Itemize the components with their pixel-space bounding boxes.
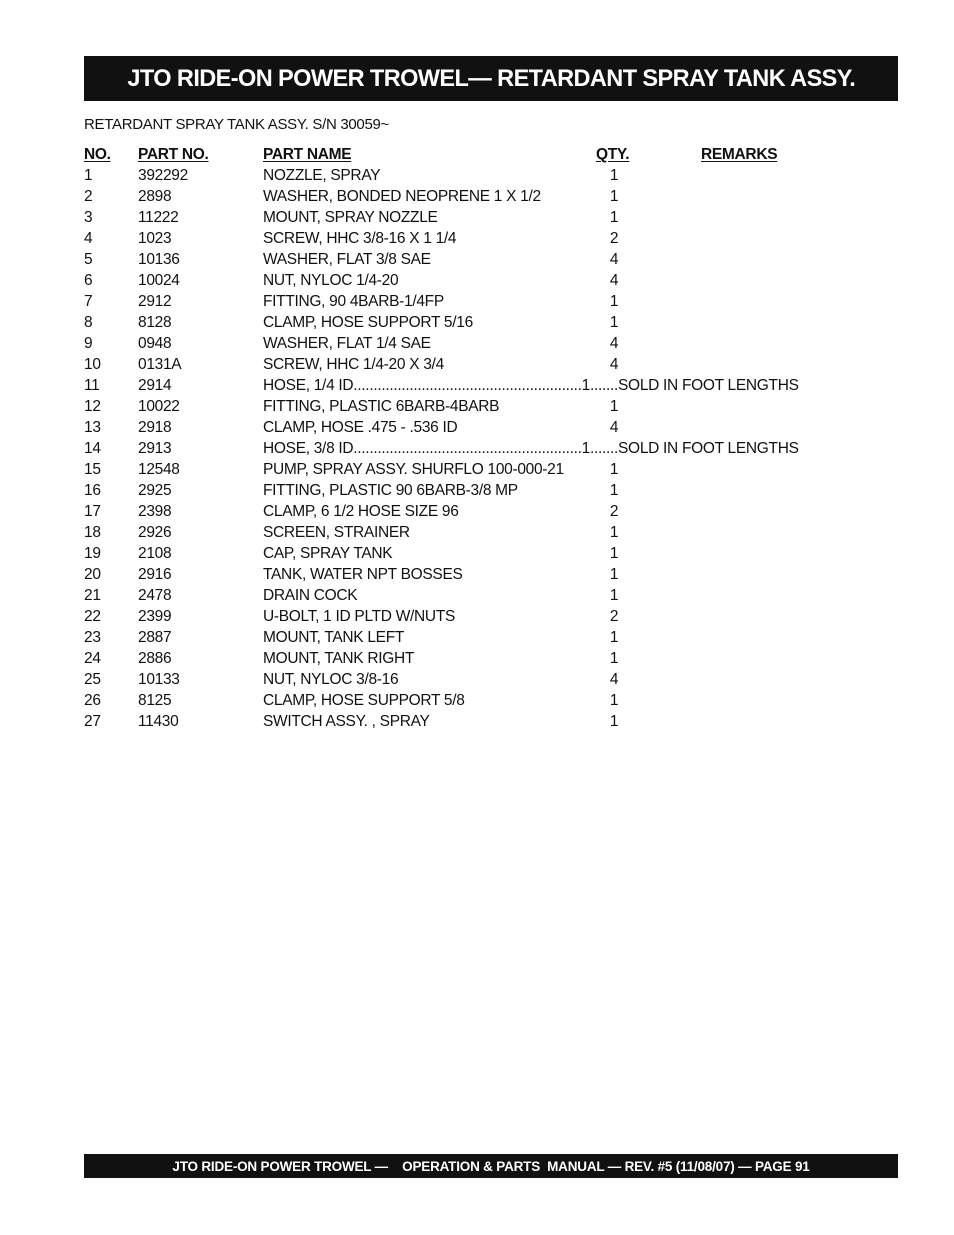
- table-row: [84, 228, 864, 249]
- row-no: 12: [84, 398, 101, 415]
- row-qty: 1: [609, 188, 619, 205]
- row-part-name: U-BOLT, 1 ID PLTD W/NUTS: [263, 608, 456, 625]
- column-header-part-no: PART NO.: [138, 146, 209, 163]
- row-part-name: WASHER, FLAT 1/4 SAE: [263, 335, 431, 352]
- row-qty: 4: [609, 335, 619, 352]
- table-row: [84, 501, 864, 522]
- row-part-name: NUT, NYLOC 3/8-16: [263, 671, 399, 688]
- row-part-name: WASHER, FLAT 3/8 SAE: [263, 251, 431, 268]
- table-row: [84, 354, 864, 375]
- row-no: 13: [84, 419, 101, 436]
- table-row: [84, 669, 864, 690]
- row-qty: 2: [609, 608, 619, 625]
- table-row: [84, 522, 864, 543]
- row-qty: 1: [609, 629, 619, 646]
- row-part-name: SWITCH ASSY. , SPRAY: [263, 713, 430, 730]
- row-no: 9: [84, 335, 93, 352]
- row-no: 24: [84, 650, 101, 667]
- row-part-no: 11430: [138, 713, 179, 730]
- row-part-no: 2926: [138, 524, 172, 541]
- row-part-no: 2898: [138, 188, 172, 205]
- row-part-name: CAP, SPRAY TANK: [263, 545, 393, 562]
- table-row: [84, 711, 864, 732]
- row-part-name-with-remarks: HOSE, 3/8 ID.........................................................1.......SOLD IN FOOT LENGTHS: [263, 440, 799, 457]
- row-part-no: 2914: [138, 377, 172, 394]
- row-part-name: SCREW, HHC 3/8-16 X 1 1/4: [263, 230, 457, 247]
- row-qty: 1: [609, 524, 619, 541]
- row-no: 16: [84, 482, 101, 499]
- row-no: 1: [84, 167, 93, 184]
- row-no: 21: [84, 587, 101, 604]
- row-part-name: SCREEN, STRAINER: [263, 524, 410, 541]
- row-part-no: 11222: [138, 209, 179, 226]
- row-qty: 1: [609, 167, 619, 184]
- table-row: [84, 207, 864, 228]
- row-part-name: SCREW, HHC 1/4-20 X 3/4: [263, 356, 444, 373]
- table-row: [84, 165, 864, 186]
- row-qty: 1: [609, 293, 619, 310]
- row-part-no: 2886: [138, 650, 172, 667]
- row-qty: 1: [609, 692, 619, 709]
- row-no: 22: [84, 608, 101, 625]
- row-no: 14: [84, 440, 101, 457]
- row-no: 10: [84, 356, 101, 373]
- row-part-name: CLAMP, HOSE SUPPORT 5/16: [263, 314, 473, 331]
- row-qty: 1: [609, 314, 619, 331]
- table-row: [84, 690, 864, 711]
- row-part-name: CLAMP, HOSE .475 - .536 ID: [263, 419, 458, 436]
- table-row: [84, 564, 864, 585]
- table-row: [84, 627, 864, 648]
- table-row: [84, 270, 864, 291]
- row-part-name: WASHER, BONDED NEOPRENE 1 X 1/2: [263, 188, 541, 205]
- row-part-no: 2108: [138, 545, 172, 562]
- row-part-name: FITTING, 90 4BARB-1/4FP: [263, 293, 444, 310]
- row-part-name: TANK, WATER NPT BOSSES: [263, 566, 463, 583]
- row-part-no: 2912: [138, 293, 172, 310]
- row-part-no: 10022: [138, 398, 180, 415]
- row-part-name: FITTING, PLASTIC 6BARB-4BARB: [263, 398, 500, 415]
- row-no: 20: [84, 566, 101, 583]
- row-qty: 2: [609, 230, 619, 247]
- row-no: 6: [84, 272, 93, 289]
- row-part-name: MOUNT, TANK RIGHT: [263, 650, 415, 667]
- row-part-no: 1023: [138, 230, 172, 247]
- assembly-subtitle: RETARDANT SPRAY TANK ASSY. S/N 30059~: [84, 116, 390, 133]
- column-header-qty: QTY.: [596, 146, 630, 163]
- table-row: [84, 480, 864, 501]
- row-part-no: 0948: [138, 335, 172, 352]
- row-qty: 4: [609, 272, 619, 289]
- row-qty: 1: [609, 398, 619, 415]
- row-no: 27: [84, 713, 101, 730]
- row-part-no: 8128: [138, 314, 172, 331]
- row-qty: 1: [609, 545, 619, 562]
- row-part-name: MOUNT, TANK LEFT: [263, 629, 405, 646]
- row-part-no: 0131A: [138, 356, 182, 373]
- table-row: [84, 375, 864, 396]
- row-qty: 4: [609, 251, 619, 268]
- table-header: [84, 144, 864, 165]
- table-row: [84, 585, 864, 606]
- table-row: [84, 249, 864, 270]
- row-no: 8: [84, 314, 93, 331]
- row-qty: 4: [609, 419, 619, 436]
- table-row: [84, 459, 864, 480]
- row-qty: 1: [609, 209, 619, 226]
- row-part-name: CLAMP, 6 1/2 HOSE SIZE 96: [263, 503, 459, 520]
- row-part-no: 2399: [138, 608, 172, 625]
- table-row: [84, 396, 864, 417]
- row-qty: 1: [609, 566, 619, 583]
- table-row: [84, 543, 864, 564]
- row-part-no: 2925: [138, 482, 172, 499]
- parts-table: [84, 144, 864, 732]
- row-part-no: 2887: [138, 629, 172, 646]
- table-row: [84, 417, 864, 438]
- row-part-no: 2916: [138, 566, 172, 583]
- row-part-no: 10024: [138, 272, 180, 289]
- row-part-no: 12548: [138, 461, 180, 478]
- row-no: 25: [84, 671, 101, 688]
- table-row: [84, 186, 864, 207]
- column-header-part-name: PART NAME: [263, 146, 352, 163]
- row-part-no: 10133: [138, 671, 180, 688]
- row-no: 19: [84, 545, 101, 562]
- table-row: [84, 606, 864, 627]
- column-header-remarks: REMARKS: [701, 146, 778, 163]
- row-part-name: MOUNT, SPRAY NOZZLE: [263, 209, 438, 226]
- row-part-no: 392292: [138, 167, 188, 184]
- row-qty: 1: [609, 587, 619, 604]
- row-qty: 4: [609, 356, 619, 373]
- row-no: 18: [84, 524, 101, 541]
- table-row: [84, 291, 864, 312]
- footer-text: JTO RIDE-ON POWER TROWEL — OPERATION & PARTS MANUAL — REV. #5 (11/08/07) — PAGE 91: [172, 1158, 810, 1174]
- table-row: [84, 333, 864, 354]
- row-part-no: 10136: [138, 251, 180, 268]
- footer-bar: [84, 1154, 898, 1178]
- row-no: 3: [84, 209, 93, 226]
- row-no: 26: [84, 692, 101, 709]
- row-no: 4: [84, 230, 93, 247]
- row-part-no: 2918: [138, 419, 172, 436]
- title-bar: [84, 56, 898, 101]
- table-row: [84, 438, 864, 459]
- row-no: 23: [84, 629, 101, 646]
- row-part-no: 2913: [138, 440, 172, 457]
- table-body: [84, 165, 864, 732]
- page-title: JTO RIDE-ON POWER TROWEL— RETARDANT SPRAY TANK ASSY.: [127, 64, 855, 92]
- row-qty: 1: [609, 713, 619, 730]
- row-qty: 2: [609, 503, 619, 520]
- row-no: 17: [84, 503, 101, 520]
- row-part-name: DRAIN COCK: [263, 587, 358, 604]
- row-part-name: FITTING, PLASTIC 90 6BARB-3/8 MP: [263, 482, 518, 499]
- table-row: [84, 312, 864, 333]
- row-no: 7: [84, 293, 93, 310]
- row-no: 15: [84, 461, 101, 478]
- row-qty: 1: [609, 482, 619, 499]
- row-no: 2: [84, 188, 93, 205]
- row-no: 5: [84, 251, 93, 268]
- row-part-no: 8125: [138, 692, 172, 709]
- row-qty: 1: [609, 461, 619, 478]
- row-part-name: CLAMP, HOSE SUPPORT 5/8: [263, 692, 465, 709]
- row-part-name-with-remarks: HOSE, 1/4 ID.........................................................1.......SOLD IN FOOT LENGTHS: [263, 377, 799, 394]
- row-part-name: NUT, NYLOC 1/4-20: [263, 272, 399, 289]
- row-part-name: PUMP, SPRAY ASSY. SHURFLO 100-000-21: [263, 461, 564, 478]
- row-part-no: 2398: [138, 503, 172, 520]
- row-qty: 4: [609, 671, 619, 688]
- row-part-name: NOZZLE, SPRAY: [263, 167, 381, 184]
- row-qty: 1: [609, 650, 619, 667]
- row-no: 11: [84, 377, 100, 394]
- column-header-no: NO.: [84, 146, 111, 163]
- row-part-no: 2478: [138, 587, 172, 604]
- table-row: [84, 648, 864, 669]
